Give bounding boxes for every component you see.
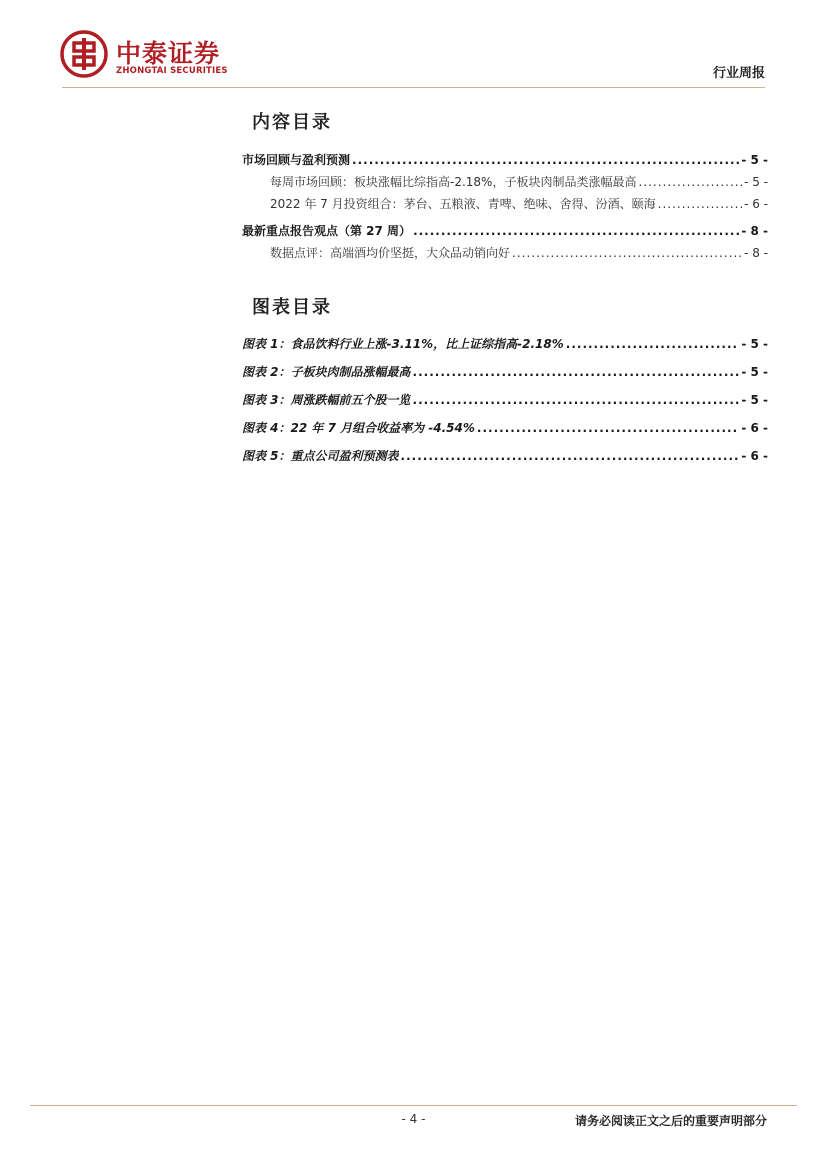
figure-entry-page: - 6 - (741, 421, 768, 435)
toc-entry-page: - 8 - (744, 246, 768, 260)
company-logo (60, 30, 260, 86)
logo-chinese-name: 中泰证券 (116, 39, 221, 68)
document-type: 行业周报 (712, 66, 765, 81)
figure-entry[interactable] (242, 334, 768, 352)
page-number: - 4 - (401, 1112, 426, 1126)
figure-entry-text: 图表 5：重点公司盈利预测表 (242, 449, 399, 463)
figure-entry-page: - 5 - (741, 393, 768, 407)
toc-entry-page: - 5 - (741, 153, 768, 167)
toc-entry-text: 数据点评：高端酒均价坚挺，大众品动销向好 (270, 246, 511, 260)
figure-entry[interactable] (242, 362, 768, 380)
leader-dots (413, 364, 740, 380)
toc-entry-page: - 8 - (741, 224, 768, 238)
toc-entry-text: 2022 年 7 月投资组合：茅台、五粮液、青啤、绝味、舍得、汾酒、颐海 (270, 197, 656, 211)
figure-entry-page: - 6 - (741, 449, 768, 463)
figure-entry-text: 图表 4：22 年 7 月组合收益率为 -4.54% (242, 421, 475, 435)
leader-dots (352, 152, 739, 168)
toc-entry[interactable] (270, 194, 768, 212)
figure-entry-page: - 5 - (741, 337, 768, 351)
logo-emblem-icon (60, 30, 108, 78)
toc-entry-page: - 6 - (744, 197, 768, 211)
figure-entry[interactable] (242, 446, 768, 464)
figure-entry-text: 图表 1：食品饮料行业上涨-3.11%，比上证综指高-2.18% (242, 337, 564, 351)
leader-dots (413, 223, 739, 239)
figure-list-title: 图表目录 (252, 297, 332, 318)
figure-entry-text: 图表 3：周涨跌幅前五个股一览 (242, 393, 411, 407)
leader-dots (477, 420, 739, 436)
leader-dots (512, 245, 742, 261)
toc-entry-text: 市场回顾与盈利预测 (242, 153, 351, 167)
toc-entry-page: - 5 - (744, 175, 768, 189)
toc-entry-text: 最新重点报告观点（第 27 周） (242, 224, 412, 238)
footer-divider (30, 1105, 797, 1106)
figure-entry-text: 图表 2：子板块肉制品涨幅最高 (242, 365, 411, 379)
toc-entry[interactable] (270, 243, 768, 261)
leader-dots (401, 448, 740, 464)
leader-dots (413, 392, 740, 408)
page-header (0, 0, 827, 100)
figure-entry[interactable] (242, 390, 768, 408)
figure-entry[interactable] (242, 418, 768, 436)
leader-dots (566, 336, 740, 352)
toc-entry[interactable] (242, 150, 768, 168)
leader-dots (638, 174, 742, 190)
toc-entry-text: 每周市场回顾：板块涨幅比综指高-2.18%，子板块肉制品类涨幅最高 (270, 175, 637, 189)
header-divider (62, 87, 765, 88)
toc-entry[interactable] (242, 221, 768, 239)
logo-english-name: ZHONGTAI SECURITIES (116, 66, 228, 76)
footer-disclaimer: 请务必阅读正文之后的重要声明部分 (574, 1114, 767, 1128)
toc-entry[interactable] (270, 172, 768, 190)
figure-entry-page: - 5 - (741, 365, 768, 379)
toc-title: 内容目录 (252, 112, 332, 133)
leader-dots (658, 196, 742, 212)
